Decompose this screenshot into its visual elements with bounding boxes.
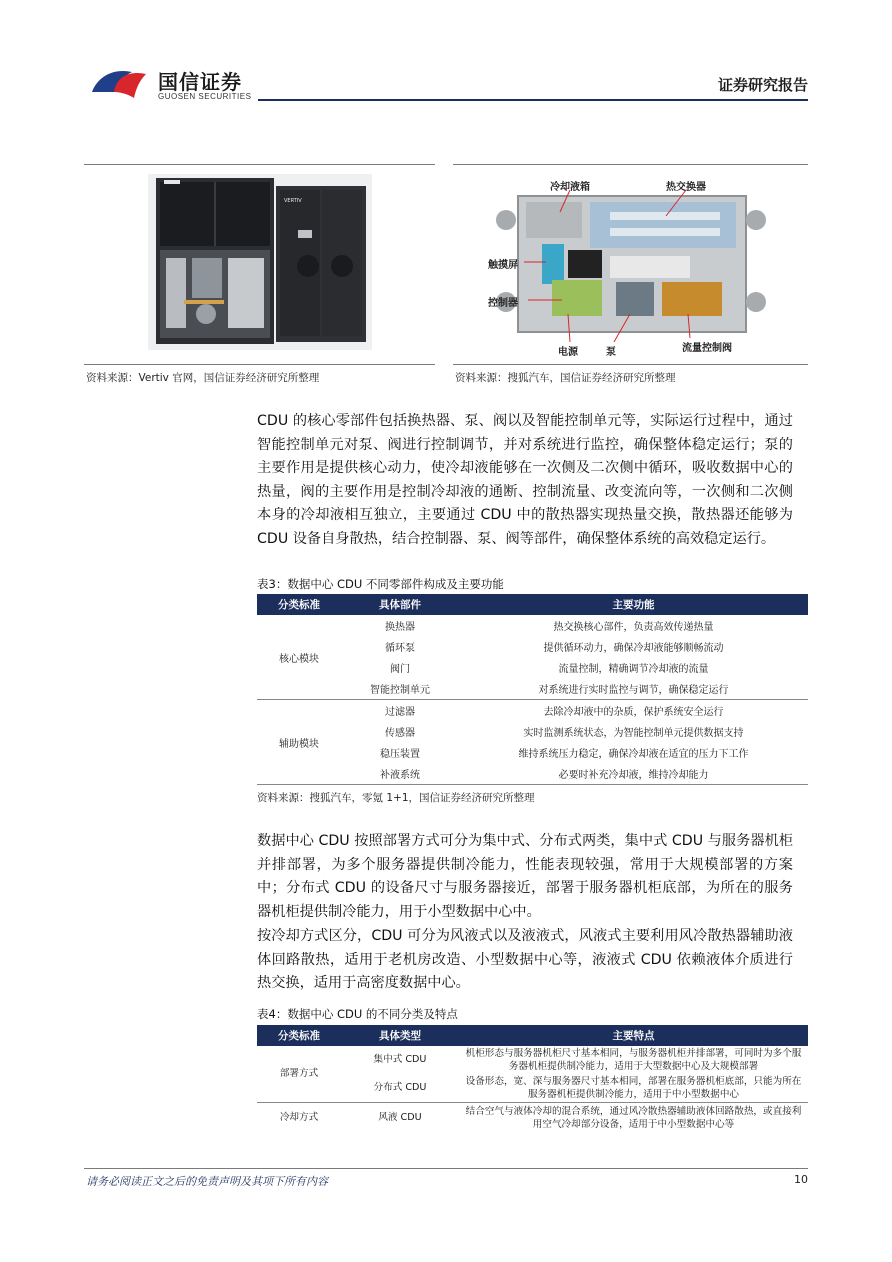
- cdu-internal-diagram: [490, 172, 770, 358]
- figure-left-top-rule: [84, 164, 435, 165]
- table3-part: 传感器: [385, 728, 415, 739]
- table3: [257, 594, 808, 785]
- table3-part: 智能控制单元: [341, 678, 459, 700]
- guosen-logo-icon: [88, 62, 148, 104]
- table3-part: 循环泵: [385, 643, 415, 654]
- vertiv-cdu-photo: [148, 174, 372, 350]
- table-row: [257, 615, 808, 636]
- table4-category-cooling: 冷却方式: [279, 1112, 319, 1124]
- logo-english-name: GUOSEN SECURITIES: [158, 92, 252, 101]
- table3-header-part: 具体部件: [341, 594, 459, 615]
- table4-title: 表4：数据中心 CDU 的不同分类及特点: [257, 1007, 458, 1021]
- table3-header-category: 分类标准: [257, 594, 341, 615]
- figure-left-caption: 资料来源：Vertiv 官网，国信证券经济研究所整理: [86, 372, 320, 384]
- table3-part: 换热器: [385, 622, 415, 633]
- label-controller: 控制器: [488, 298, 518, 309]
- vertiv-brand-text: VERTIV: [284, 198, 302, 204]
- logo-chinese-name: 国信证券: [158, 70, 242, 94]
- paragraph-deployment-types: 数据中心 CDU 按照部署方式可分为集中式、分布式两类，集中式 CDU 与服务器机柜并排部署，为多个服务器提供制冷能力，性能表现较强，常用于大规模部署的方案中；分布式 CDU 的设备尺寸与服务器接近，部署于服务器机柜底部，为所在的服务器机柜提供制冷能力，用于小型数据中心中。: [257, 833, 793, 920]
- label-coolant-tank: 冷却液箱: [550, 182, 590, 193]
- table3-source: 资料来源：搜狐汽车，零氪 1+1，国信证券经济研究所整理: [257, 792, 535, 804]
- table4-header-feature: 主要特点: [459, 1025, 808, 1046]
- table3-function: 对系统进行实时监控与调节，确保稳定运行: [459, 678, 808, 700]
- table-row: [257, 1103, 808, 1134]
- table4-feature: 结合空气与液体冷却的混合系统，通过风冷散热器辅助液体回路散热，或直接利用空气冷却部分设备，适用于中小型数据中心等: [465, 1105, 802, 1130]
- label-pump: 泵: [606, 347, 616, 358]
- footer-disclaimer: 请务必阅读正文之后的免责声明及其项下所有内容: [86, 1175, 328, 1188]
- figure-right-caption: 资料来源：搜狐汽车，国信证券经济研究所整理: [455, 372, 676, 384]
- header-rule: [258, 99, 808, 101]
- paragraph-cdu-components: CDU 的核心零部件包括换热器、泵、阀以及智能控制单元等，实际运行过程中，通过智能控制单元对泵、阀进行控制调节，并对系统进行监控，确保整体稳定运行；泵的主要作用是提供核心动力，使冷却液能够在一次侧及二次侧中循环，吸收数据中心的热量，阀的主要作用是控制冷却液的通断、控制流量、改变流向等，一次侧和二次侧本身的冷却液相互独立，主要通过 CDU 中的散热器实现热量交换，散热器还能够为 CDU 设备自身散热，结合控制器、泵、阀等部件，确保整体系统的高效稳定运行。: [257, 413, 793, 547]
- table4-type: 集中式 CDU: [373, 1054, 427, 1066]
- label-touch-screen: 触摸屏: [488, 260, 518, 271]
- paragraph-cooling-types: 按冷却方式区分，CDU 可分为风液式以及液液式，风液式主要利用风冷散热器辅助液体回路散热，适用于老机房改造、小型数据中心等，液液式 CDU 依赖液体介质进行热交换，适用于高密度数据中心。: [257, 928, 793, 991]
- table3-function: 流量控制，精确调节冷却液的流量: [558, 664, 709, 675]
- table3-title: 表3：数据中心 CDU 不同零部件构成及主要功能: [257, 577, 504, 591]
- figure-right-top-rule: [453, 164, 808, 165]
- table4: [257, 1025, 808, 1133]
- table4-category-deployment: 部署方式: [257, 1046, 341, 1103]
- table3-header-function: 主要功能: [459, 594, 808, 615]
- table3-function: 维持系统压力稳定，确保冷却液在适宜的压力下工作: [518, 749, 749, 760]
- table3-category-aux: 辅助模块: [257, 700, 341, 785]
- table4-header-category: 分类标准: [257, 1025, 341, 1046]
- table4-feature: 机柜形态与服务器机柜尺寸基本相同，与服务器机柜并排部署，可同时为多个服务器机柜提供制冷能力，适用于大型数据中心及大规模部署: [465, 1047, 802, 1072]
- table-row: [257, 700, 808, 722]
- label-heat-exchanger: 热交换器: [666, 182, 706, 193]
- report-type-title: 证券研究报告: [717, 76, 808, 94]
- footer-rule: [84, 1168, 808, 1169]
- table3-part: 阀门: [390, 664, 410, 675]
- table4-type: 分布式 CDU: [341, 1074, 459, 1103]
- table-row: [257, 1046, 808, 1074]
- page-number: 10: [794, 1173, 808, 1186]
- table3-part: 稳压装置: [380, 749, 420, 760]
- table3-function: 提供循环动力，确保冷却液能够顺畅流动: [543, 643, 724, 654]
- table4-header-type: 具体类型: [341, 1025, 459, 1046]
- table3-part: 补液系统: [341, 763, 459, 785]
- table3-category-core: 核心模块: [257, 615, 341, 700]
- table3-function: 去除冷却液中的杂质，保护系统安全运行: [543, 707, 724, 718]
- label-flow-control-valve: 流量控制阀: [682, 343, 732, 354]
- table4-feature: 设备形态，宽、深与服务器尺寸基本相同，部署在服务器机柜底部，只能为所在服务器机柜提供制冷能力，适用于中小型数据中心: [459, 1074, 808, 1103]
- label-power: 电源: [558, 347, 578, 358]
- table3-function: 实时监测系统状态，为智能控制单元提供数据支持: [523, 728, 744, 739]
- figure-left-bottom-rule: [84, 364, 435, 365]
- table3-part: 过滤器: [385, 707, 415, 718]
- table3-function: 必要时补充冷却液，维持冷却能力: [459, 763, 808, 785]
- figure-right-bottom-rule: [453, 364, 808, 365]
- table4-type: 风液 CDU: [378, 1112, 422, 1124]
- table3-function: 热交换核心部件，负责高效传递热量: [553, 622, 714, 633]
